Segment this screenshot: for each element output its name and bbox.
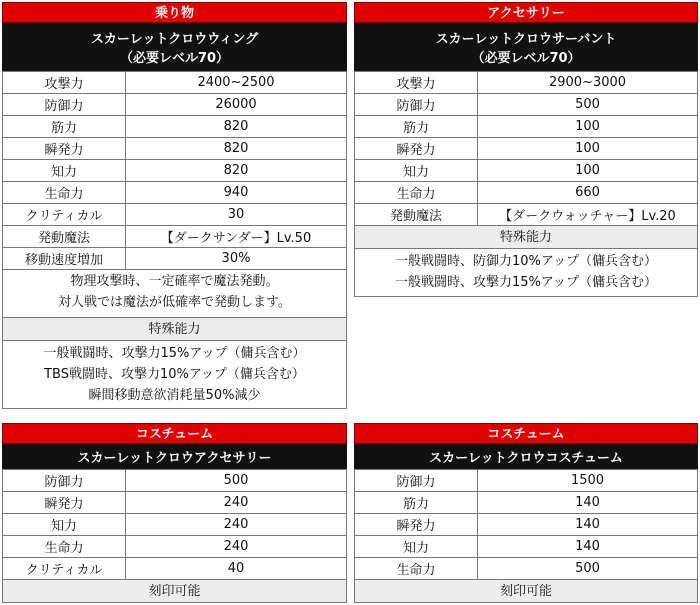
- stat-label: 知力: [3, 514, 126, 536]
- mount-name-line1: スカーレットクロウウィング: [90, 32, 259, 47]
- stat-label: 移動速度増加: [3, 248, 126, 270]
- accessory-special-list: [354, 249, 698, 297]
- table-row: [3, 536, 347, 558]
- stat-value: 500: [478, 558, 698, 580]
- stat-value: 100: [478, 116, 698, 138]
- stat-label: 生命力: [355, 182, 478, 204]
- table-row: [3, 72, 347, 94]
- note-line: 物理攻撃時、一定確率で魔法発動。: [70, 274, 279, 289]
- stat-value: 40: [126, 558, 347, 580]
- stat-label: クリティカル: [3, 204, 126, 226]
- stat-value: 660: [478, 182, 698, 204]
- costume-accessory-header: コスチューム: [2, 423, 347, 444]
- costume-costume-name-line: スカーレットクロウコスチューム: [429, 451, 623, 466]
- table-row: [3, 138, 347, 160]
- stat-label: 瞬発力: [355, 138, 478, 160]
- stat-value: 500: [126, 470, 347, 492]
- costume-costume-name: [354, 444, 698, 469]
- accessory-name-line1: スカーレットクロウサーバント: [435, 32, 617, 47]
- stat-label: 生命力: [3, 536, 126, 558]
- special-line: TBS戦闘時、攻撃力10%アップ（傭兵含む）: [44, 367, 305, 382]
- costume-accessory-panel: [2, 423, 347, 603]
- stat-value: 140: [478, 492, 698, 514]
- table-row: [3, 470, 347, 492]
- costume-accessory-name-line: スカーレットクロウアクセサリー: [77, 451, 272, 466]
- table-row: [355, 492, 698, 514]
- table-row: [355, 182, 698, 204]
- note-line: 対人戦では魔法が低確率で発動します。: [58, 295, 291, 310]
- costume-accessory-footer: 刻印可能: [2, 580, 347, 603]
- stat-value: 100: [478, 138, 698, 160]
- stat-label: 防御力: [3, 94, 126, 116]
- costume-costume-stats-table: [354, 469, 698, 580]
- stat-label: 発動魔法: [355, 204, 478, 226]
- stat-label: 生命力: [3, 182, 126, 204]
- mount-special-list: [2, 341, 347, 409]
- table-row: [355, 536, 698, 558]
- costume-costume-panel: [354, 423, 698, 603]
- table-row: [355, 138, 698, 160]
- stat-value: 820: [126, 138, 347, 160]
- accessory-special-label: 特殊能力: [354, 226, 698, 249]
- stat-label: 瞬発力: [3, 138, 126, 160]
- stat-value: 【ダークウォッチャー】Lv.20: [478, 204, 698, 226]
- table-row: [3, 160, 347, 182]
- stat-label: 防御力: [355, 470, 478, 492]
- costume-costume-footer: 刻印可能: [354, 580, 698, 603]
- stat-value: 2400~2500: [126, 72, 347, 94]
- stat-label: 筋力: [355, 492, 478, 514]
- stat-value: 500: [478, 94, 698, 116]
- table-row: [3, 116, 347, 138]
- stat-value: 100: [478, 160, 698, 182]
- stat-value: 240: [126, 514, 347, 536]
- stat-value: 940: [126, 182, 347, 204]
- stat-value: 820: [126, 160, 347, 182]
- stat-value: 【ダークサンダー】Lv.50: [126, 226, 347, 248]
- stat-label: 攻撃力: [355, 72, 478, 94]
- stat-label: 発動魔法: [3, 226, 126, 248]
- stat-label: 筋力: [355, 116, 478, 138]
- stat-value: 140: [478, 514, 698, 536]
- mount-header: 乗り物: [2, 2, 347, 23]
- mount-stats-table: [2, 71, 347, 270]
- mount-panel: [2, 2, 347, 409]
- stat-label: 防御力: [3, 470, 126, 492]
- stat-label: クリティカル: [3, 558, 126, 580]
- costume-costume-header: コスチューム: [354, 423, 698, 444]
- mount-special-label: 特殊能力: [2, 318, 347, 341]
- stat-value: 140: [478, 536, 698, 558]
- stat-label: 筋力: [3, 116, 126, 138]
- stat-value: 26000: [126, 94, 347, 116]
- accessory-name: [354, 23, 698, 71]
- table-row: [355, 116, 698, 138]
- mount-note: [2, 270, 347, 318]
- stat-value: 820: [126, 116, 347, 138]
- table-row: [355, 558, 698, 580]
- stat-value: 2900~3000: [478, 72, 698, 94]
- special-line: 一般戦闘時、攻撃力15%アップ（傭兵含む）: [43, 346, 306, 361]
- stat-label: 生命力: [355, 558, 478, 580]
- stat-value: 240: [126, 492, 347, 514]
- table-row: [355, 514, 698, 536]
- stat-value: 240: [126, 536, 347, 558]
- table-row: [355, 94, 698, 116]
- stat-label: 防御力: [355, 94, 478, 116]
- costume-accessory-stats-table: [2, 469, 347, 580]
- stat-value: 30%: [126, 248, 347, 270]
- table-row: [3, 226, 347, 248]
- table-row: [3, 204, 347, 226]
- table-row: [3, 514, 347, 536]
- stat-label: 知力: [355, 160, 478, 182]
- stat-label: 瞬発力: [3, 492, 126, 514]
- table-row: [3, 558, 347, 580]
- special-line: 瞬間移動意欲消耗量50%減少: [88, 388, 261, 403]
- special-line: 一般戦闘時、防御力10%アップ（傭兵含む）: [395, 254, 657, 269]
- stat-value: 30: [126, 204, 347, 226]
- stat-label: 瞬発力: [355, 514, 478, 536]
- stat-label: 知力: [355, 536, 478, 558]
- table-row: [3, 94, 347, 116]
- special-line: 一般戦闘時、攻撃力15%アップ（傭兵含む）: [395, 275, 657, 290]
- table-row: [355, 204, 698, 226]
- stat-label: 知力: [3, 160, 126, 182]
- table-row: [3, 492, 347, 514]
- mount-name: [2, 23, 347, 71]
- table-row: [3, 248, 347, 270]
- table-row: [355, 72, 698, 94]
- accessory-stats-table: [354, 71, 698, 226]
- table-row: [355, 470, 698, 492]
- stat-value: 1500: [478, 470, 698, 492]
- accessory-name-line2: （必要レベル70）: [471, 51, 581, 66]
- accessory-header: アクセサリー: [354, 2, 698, 23]
- table-row: [355, 160, 698, 182]
- mount-name-line2: （必要レベル70）: [119, 51, 230, 66]
- costume-accessory-name: [2, 444, 347, 469]
- table-row: [3, 182, 347, 204]
- stat-label: 攻撃力: [3, 72, 126, 94]
- accessory-panel: [354, 2, 698, 297]
